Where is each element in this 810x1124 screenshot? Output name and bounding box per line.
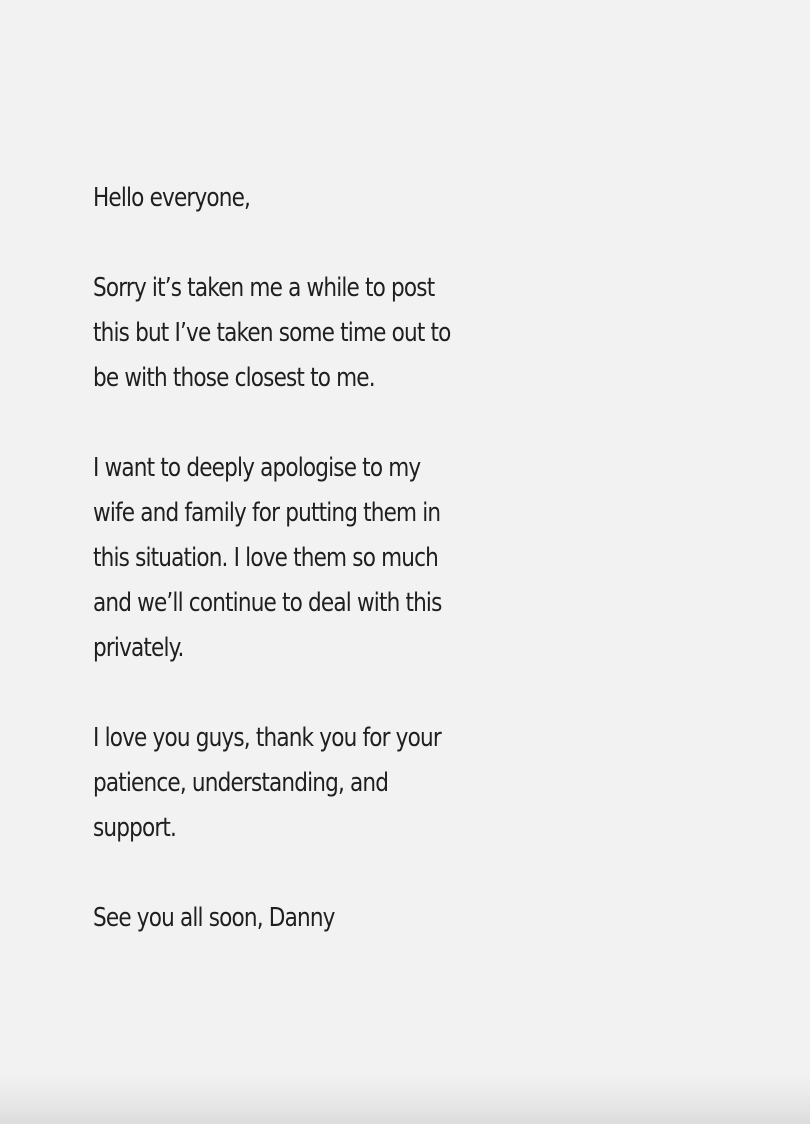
paragraph3-line: support.	[93, 813, 177, 843]
paragraph-gap	[93, 671, 450, 716]
paragraph3-line: I love you guys, thank you for your	[93, 723, 441, 753]
paragraph-gap	[93, 401, 450, 446]
paragraph2-line: wife and family for putting them in	[93, 498, 441, 528]
paragraph1-line: be with those closest to me.	[93, 363, 375, 393]
bottom-shadow	[0, 1074, 810, 1124]
signoff-line: See you all soon, Danny	[93, 903, 335, 933]
paragraph2-line: I want to deeply apologise to my	[93, 453, 421, 483]
paragraph1-line: Sorry it’s taken me a while to post	[93, 273, 435, 303]
message-text	[93, 176, 450, 941]
paragraph1-line: this but I’ve taken some time out to	[93, 318, 451, 348]
paragraph2-line: and we’ll continue to deal with this	[93, 588, 442, 618]
paragraph3-line: patience, understanding, and	[93, 768, 389, 798]
paragraph-gap	[93, 221, 450, 266]
greeting-line: Hello everyone,	[93, 183, 251, 213]
paragraph2-line: this situation. I love them so much	[93, 543, 439, 573]
paragraph-gap	[93, 851, 450, 896]
paragraph2-line: privately.	[93, 633, 184, 663]
